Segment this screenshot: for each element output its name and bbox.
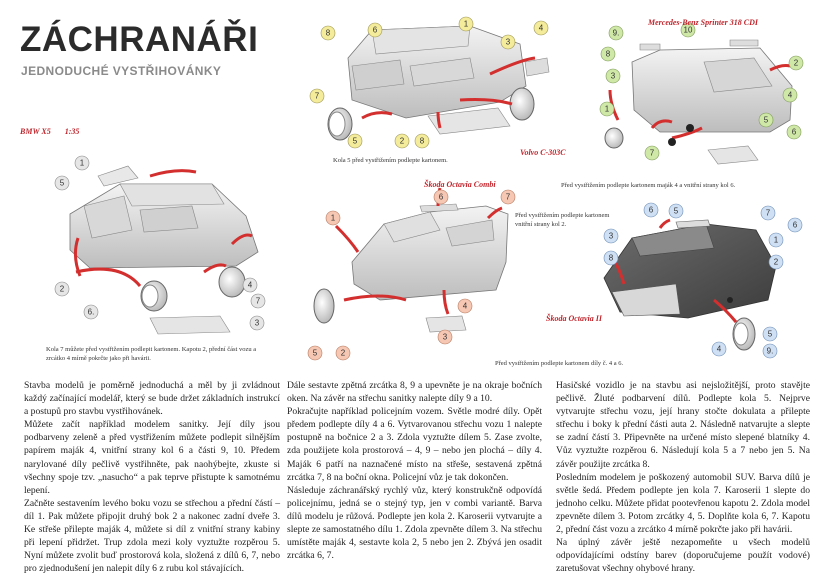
marker-label: 4 [247, 280, 253, 290]
paragraph: Následuje záchranářský rychlý vůz, který konstrukčně odpovídá policejnímu, jedná se o stejný typ, jen v combi variantě. Barva dílů modelu je růžová. Podlepte jen kola 2. Karoserii vytvarujte a slepte ze samostatného dílu 1. Zdola zpevněte dílem 3. Na střechu umístěte maják 4, sestavte kola 2, 5 nebo jen 2. Zbývá jen osadit zrcátka 6, 7. [287, 484, 542, 562]
marker-label: 3 [442, 332, 448, 342]
marker-label: 7 [314, 91, 320, 101]
marker-label: 2 [793, 58, 799, 68]
marker-label: 2 [340, 348, 346, 358]
marker-label: 5 [59, 178, 65, 188]
marker-label: 6 [648, 205, 654, 215]
octavia-ii-illustration [604, 220, 776, 350]
text-column-2 [287, 379, 542, 562]
bmw-illustration [70, 166, 258, 334]
volvo-illustration [325, 23, 549, 140]
bmw-caption: Kola 7 můžete před vystřižením podlepit kartonem. Kapotu 2, přední část vozu a zrcátko 4 mírně pokrčte jako při havárii. [46, 346, 257, 362]
paragraph: Stavba modelů je poměrně jednoduchá a měl by ji zvládnout každý začínající modelář, který se bude držet základních instrukcí a postupů pro stavbu vystřihovánek. [24, 380, 280, 418]
marker-label: 10 [683, 25, 693, 35]
marker-label: 7 [649, 148, 655, 158]
octavia-ii-label: Škoda Octavia II [546, 314, 602, 323]
marker-label: 7 [765, 208, 771, 218]
volvo-label: Volvo C-303C [520, 148, 566, 157]
marker-label: 7 [255, 296, 261, 306]
marker-label: 6 [792, 220, 798, 230]
sprinter-illustration [605, 40, 792, 164]
octavia-combi-illustration [314, 188, 508, 332]
mercedes-label: Mercedes-Benz Sprinter 318 CDI [648, 18, 759, 27]
paragraph: Na úplný závěr ještě nezapomeňte u všech modelů odpovídajícími odstíny barev (doporučujeme použít vodové) zaretušovat všechny ohybové hrany. [556, 537, 810, 575]
marker-label: 3 [610, 71, 616, 81]
marker-label: 2 [59, 284, 65, 294]
octavia-ii-caption: Před vystřižením podlepte kartonem díly č. 4 a 6. [495, 360, 624, 367]
marker-label: 6 [372, 25, 378, 35]
octavia-combi-caption: Před vystřižením podlepte kartonem vnitřní strany kol 2. [515, 212, 610, 228]
marker-label: 1 [79, 158, 85, 168]
octavia-combi-label: Škoda Octavia Combi [424, 180, 496, 189]
marker-label: 8 [605, 49, 611, 59]
paragraph: Pokračujte například policejním vozem. Světle modré díly. Opět předem podlepte díly 4 a 6. Vytvarovanou střechu vozu 1 nalepte postupně na bočnice 2 a 3. Zdola vyztužte dílem 5. Zase zvolte, zda použijete kola prostorová – 4, 9 – nebo jen plochá – díly 4. Maják 6 patří na naznačené místo na střeše, sestavená zpětná zrcátka 7, 8 na boční okna. Policejní vůz je tak dokončen. [287, 406, 542, 483]
marker-label: 4 [787, 90, 793, 100]
marker-label: 7 [505, 192, 511, 202]
text-column-3 [556, 379, 810, 575]
marker-label: 1 [330, 213, 336, 223]
marker-label: 8 [608, 253, 614, 263]
marker-label: 9. [766, 346, 774, 356]
paragraph: Hasičské vozidlo je na stavbu asi nejsložitější, proto stavějte pečlivě. Žluté podbarvení dílů. Podlepte kola 5. Nejprve vytvarujte střechu vozu, její hrany stočte dokulata a přilepte střechu i boky k přední části auta 2. Následně natvarujte a slepte se zadní částí 3. Připevněte na určené místo slepené blatníky 4. Vůz vyztužte rozpěrou 6. Následují kola 5 a 7 nebo jen 5. Na závěr použijte zrcátka 8. [556, 380, 810, 470]
paragraph: Dále sestavte zpětná zrcátka 8, 9 a upevněte je na okraje bočních oken. Na závěr na střechu sanitky nalepte díly 9 a 10. [287, 380, 542, 405]
marker-label: 8 [419, 136, 425, 146]
paragraph: Začněte sestavením levého boku vozu se střechou a přední částí – díl 1. Pak můžete připojit druhý bok 2 a nakonec zadní dveře 3. Ke střeše přilepte maják 4, můžete si díl z vnitřní strany kabiny při lepení přidržet. Trup zdola mezi koly vyztužte rozpěrou 5. Nyní můžete zvolit buď prostorová kola, složená z dílů 6, 7, nebo pro zjednodušení jen nalepit díly 6 z rubu kol stávajících. [24, 497, 280, 575]
paragraph: Můžete začít například modelem sanitky. Její díly jsou podbarveny zeleně a před vystřižením můžete podlepit silnějším papírem maják 4, vnitřní strany kol 6 a části 9, 10. Předem narylované díly pečlivě vystřihněte, pak naohýbejte, zkuste si všechny spoje tzv. „nasucho“ a pak teprve přistupte k samotnému lepení. [24, 419, 280, 496]
marker-label: 6. [87, 307, 95, 317]
page-subtitle: JEDNODUCHÉ VYSTŘIHOVÁNKY [21, 64, 222, 78]
marker-label: 3 [505, 37, 511, 47]
marker-label: 1 [773, 235, 779, 245]
marker-label: 5 [312, 348, 318, 358]
marker-label: 1 [463, 19, 469, 29]
mercedes-caption: Před vystřižením podlepte kartonem maják 4 a vnitřní strany kol 6. [561, 182, 736, 189]
marker-label: 5 [673, 206, 679, 216]
marker-label: 3 [608, 231, 614, 241]
marker-label: 4 [716, 344, 722, 354]
bmw-label: BMW X5 1:35 [20, 127, 80, 136]
marker-label: 4 [538, 23, 544, 33]
marker-label: 4 [462, 301, 468, 311]
marker-label: 5 [763, 115, 769, 125]
volvo-caption: Kola 5 před vystřižením podlepte kartonem. [333, 157, 448, 164]
marker-label: 6 [438, 192, 444, 202]
marker-label: 6 [791, 127, 797, 137]
page-title: ZÁCHRANÁŘI [20, 20, 259, 59]
marker-label: 2 [399, 136, 405, 146]
marker-label: 5 [767, 329, 773, 339]
marker-label: 3 [254, 318, 260, 328]
marker-label: 2 [773, 257, 779, 267]
marker-label: 8 [325, 28, 331, 38]
marker-label: 1 [604, 104, 610, 114]
paragraph: Posledním modelem je poškozený automobil SUV. Barva dílů je světle šedá. Předem podlepte jen kola 7. Karoserii 1 slepte do jednoho celku. Můžete přidat pootevřenou kapotu 2. Zdola model zpevněte dílem 3. Potom zrcátky 4, 5. Doplňte kola 6, 7. Kapotu 2, přední část vozu a zrcátko 4 mírně pokrčte jako při havárii. [556, 471, 810, 536]
marker-label: 5 [352, 136, 358, 146]
text-column-1 [24, 379, 280, 575]
marker-label: 9. [612, 28, 620, 38]
